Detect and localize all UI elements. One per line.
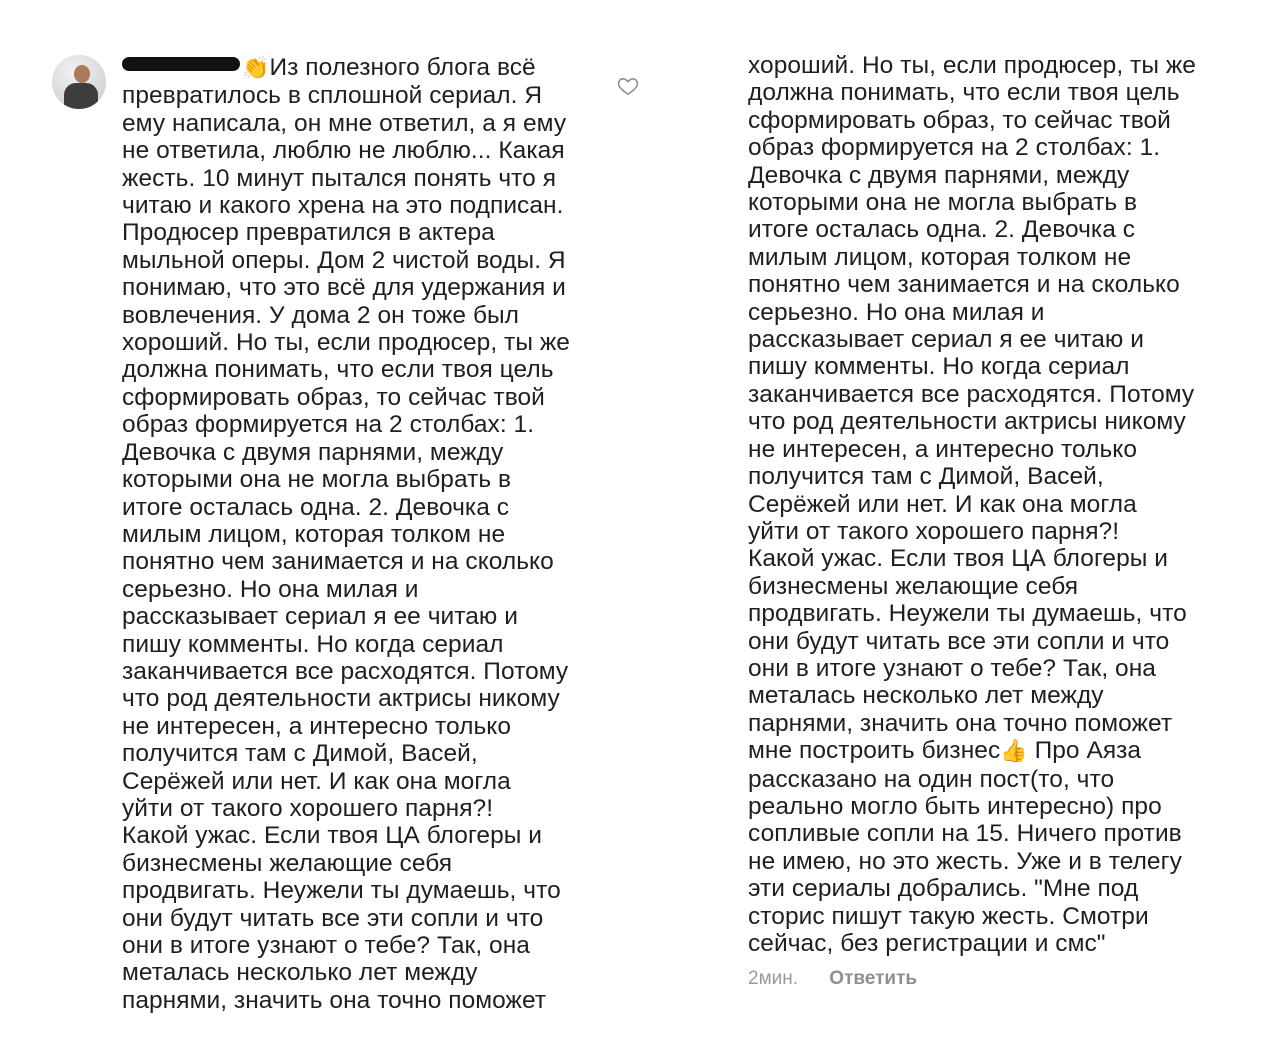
reply-button[interactable]: Ответить [829, 968, 918, 989]
right-screenshot-panel [640, 0, 1280, 1062]
avatar-body [64, 83, 98, 109]
left-comment-text: Из полезного блога всё превратилось в сплошной сериал. Я ему написала, он мне ответил, а я ему не ответила, люблю не люблю... Какая жесть. 10 минут пытался понять что я читаю и какого хрена на это подписан. Продюсер превратился в актера мыльной оперы. Дом 2 чистой воды. Я понимаю, что это всё для удержания и вовлечения. У дома 2 он тоже был хороший. Но ты, если продюсер, ты же должна понимать, что если твоя цель сформировать образ, то сейчас твой образ формируется на 2 столбах: 1. Девочка с двумя парнями, между которыми она не могла выбрать в итоге осталась одна. 2. Девочка с милым лицом, которая толком не понятно чем занимается и на сколько серьезно. Но она милая и рассказывает сериал я ее читаю и пишу комменты. Но когда сериал заканчивается все расходятся. Потому что род деятельности актрисы никому не интересен, а интересно только получится там с Димой, Васей, Серёжей или нет. И как она могла уйти от такого хорошего парня?! Какой ужас. Если твоя ЦА блогеры и бизнесмены желающие себя продвигать. Неужели ты думаешь, что они будут читать все эти сопли и что они в итоге узнают о тебе? Так, она металась несколько лет между парнями, значить она точно поможет [122, 54, 570, 1014]
user-avatar[interactable] [52, 55, 106, 109]
left-comment-body [122, 54, 592, 1014]
comment-time: 2мин. [748, 968, 799, 989]
comment-meta [748, 968, 917, 990]
heart-icon[interactable] [617, 76, 639, 96]
clapping-hands-emoji: 👏 [242, 56, 270, 81]
right-comment-text-part1: хороший. Но ты, если продюсер, ты же должна понимать, что если твоя цель сформировать образ, то сейчас твой образ формируется на 2 столбах: 1. Девочка с двумя парнями, между которыми она не могла выбрать в итоге осталась одна. 2. Девочка с милым лицом, которая толком не понятно чем занимается и на сколько серьезно. Но она милая и рассказывает сериал я ее читаю и пишу комменты. Но когда сериал заканчивается все расходятся. Потому что род деятельности актрисы никому не интересен, а интересно только получится там с Димой, Васей, Серёжей или нет. И как она могла уйти от такого хорошего парня?! Какой ужас. Если твоя ЦА блогеры и бизнесмены желающие себя продвигать. Неужели ты думаешь, что они будут читать все эти сопли и что они в итоге узнают о тебе? Так, она металась несколько лет между парнями, значить она точно поможет мне построить бизнес [748, 52, 1196, 765]
thumbs-up-emoji: 👍 [1000, 739, 1028, 765]
right-comment-body [748, 52, 1248, 957]
redacted-username[interactable] [122, 57, 240, 71]
left-screenshot-panel [0, 0, 640, 1024]
right-comment-text-part2: Про Аяза рассказано на один пост(то, что реально могло быть интересно) про сопливые сопли на 15. Ничего против не имею, но это жесть. Уже и в телегу эти сериалы добрались. "Мне под сторис пишут такую жесть. Смотри сейчас, без регистрации и смс" [748, 737, 1182, 957]
avatar-head [74, 65, 90, 83]
